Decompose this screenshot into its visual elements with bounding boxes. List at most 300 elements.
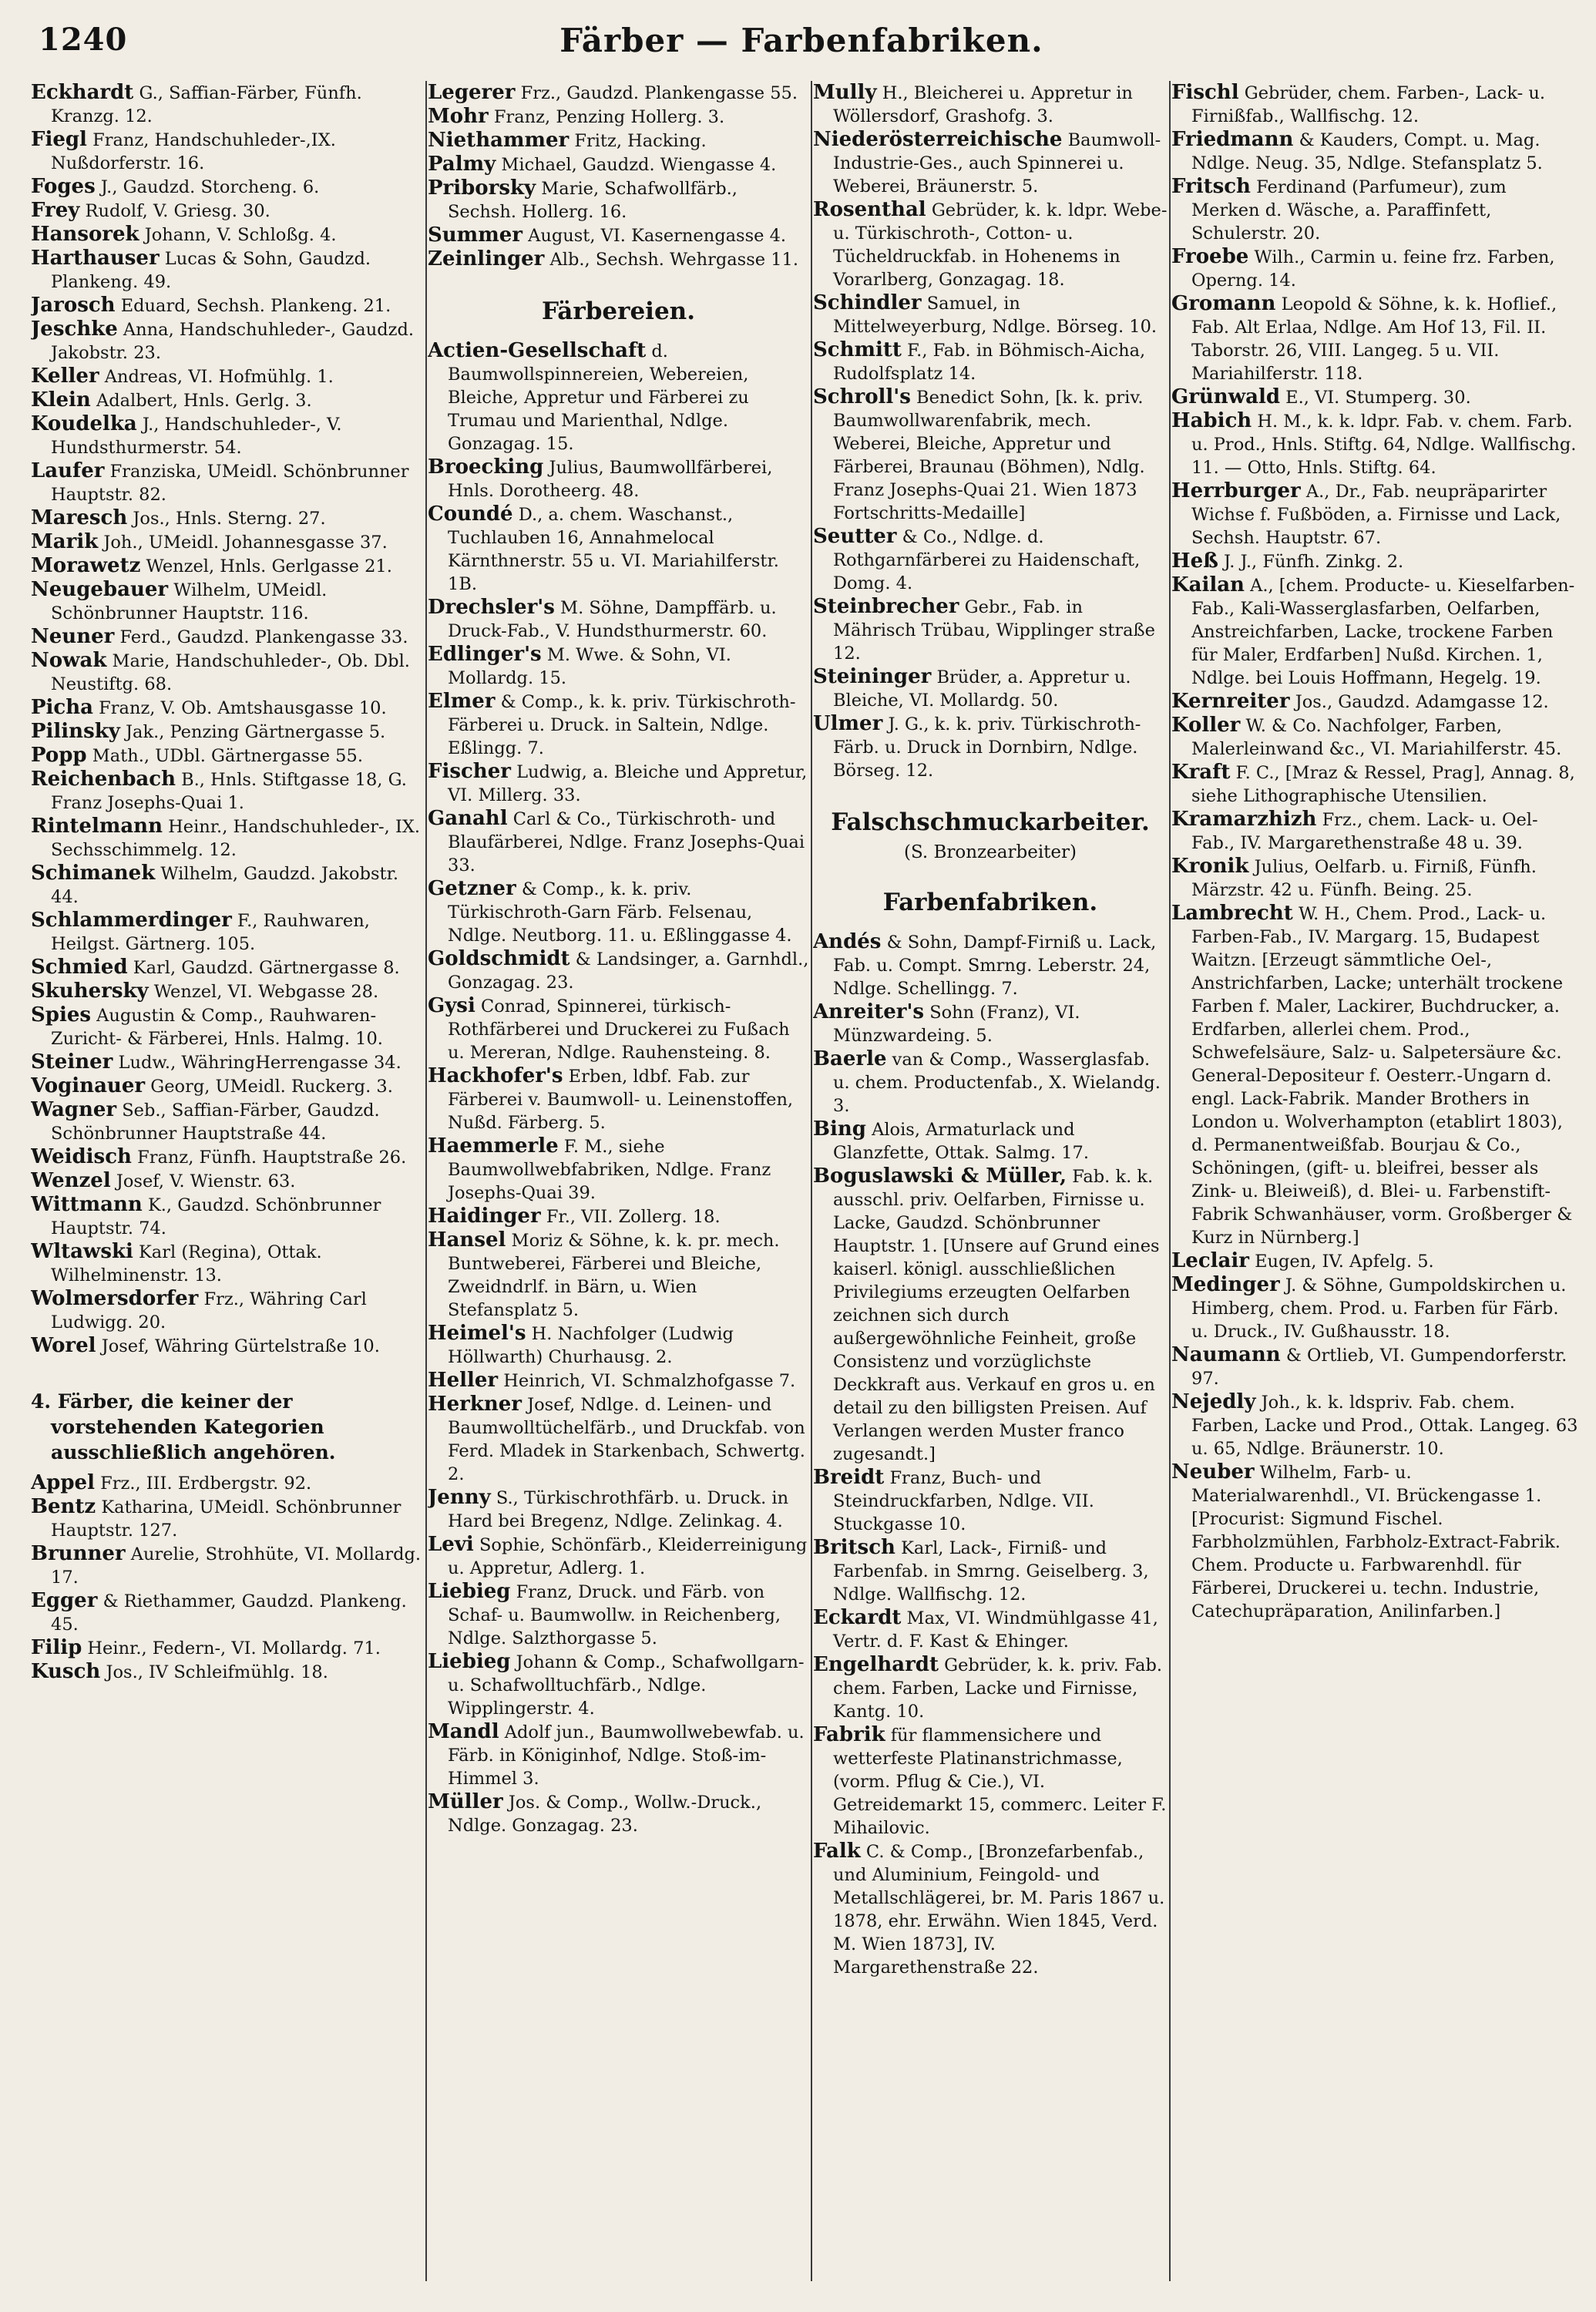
- entry-details: Franz, Penzing Hollerg. 3.: [488, 107, 725, 127]
- directory-entry: [813, 291, 1168, 338]
- directory-entry: [428, 1322, 809, 1369]
- directory-entry: [428, 994, 809, 1064]
- entry-details: Wilh., Carmin u. feine frz. Farben, Operng. 14.: [1191, 247, 1555, 291]
- entry-name: Heß: [1171, 549, 1218, 573]
- entry-details: Erben, ldbf. Fab. zur Färberei v. Baumwoll- u. Leinenstoffen, Nußd. Färberg. 5.: [448, 1067, 794, 1133]
- directory-entry: [31, 388, 424, 412]
- entry-details: H. Nachfolger (Ludwig Höllwarth) Churhausg. 2.: [448, 1324, 734, 1367]
- entry-name: Ulmer: [813, 712, 883, 735]
- entry-details: Samuel, in Mittelweyerburg, Ndlge. Börseg. 10.: [833, 294, 1158, 337]
- directory-entry: [428, 247, 809, 271]
- directory-entry: [813, 385, 1168, 525]
- entry-name: Nowak: [31, 649, 107, 672]
- entry-name: Heller: [428, 1369, 499, 1392]
- directory-entry: [31, 365, 424, 388]
- directory-entry: [31, 1589, 424, 1636]
- entry-details: Seb., Saffian-Färber, Gaudzd. Schönbrunner Hauptstraße 44.: [51, 1101, 380, 1144]
- entry-details: H., Bleicherei u. Appretur in Wöllersdorf, Grashofg. 3.: [833, 83, 1133, 126]
- page-header: [39, 15, 1564, 69]
- entry-name: Reichenbach: [31, 768, 176, 791]
- entry-name: Koller: [1171, 714, 1241, 737]
- entry-name: Boguslawski & Müller,: [813, 1164, 1067, 1188]
- entry-name: Spies: [31, 1003, 92, 1027]
- entry-name: Kronik: [1171, 855, 1249, 878]
- entry-details: & Ortlieb, VI. Gumpendorferstr. 97.: [1191, 1346, 1567, 1389]
- entry-details: Heinr., Federn-, VI. Mollardg. 71.: [82, 1638, 381, 1658]
- entry-details: Jos. & Comp., Wollw.-Druck., Ndlge. Gonzagag. 23.: [448, 1793, 762, 1836]
- entry-name: Fabrik: [813, 1723, 885, 1746]
- column-1: [31, 81, 424, 2297]
- entry-details: Gebrüder, chem. Farben-, Lack- u. Firnißfab., Wallfischg. 12.: [1191, 83, 1546, 126]
- entry-details: Anna, Handschuhleder-, Gaudzd. Jakobstr. 23.: [51, 320, 415, 363]
- entry-name: Rintelmann: [31, 815, 163, 838]
- directory-entry: [813, 338, 1168, 385]
- entry-name: Haidinger: [428, 1205, 541, 1228]
- directory-entry: [1171, 409, 1580, 479]
- directory-entry: [1171, 292, 1580, 385]
- directory-entry: [428, 643, 809, 690]
- entry-details: Ludw., WähringHerrengasse 34.: [113, 1053, 402, 1073]
- entry-name: Edlinger's: [428, 643, 542, 666]
- entry-name: Schimanek: [31, 862, 156, 885]
- column-divider: [1169, 81, 1171, 2281]
- entry-name: Popp: [31, 744, 87, 767]
- directory-entry: [813, 81, 1168, 128]
- directory-entry: [31, 980, 424, 1003]
- entry-details: Jos., IV Schleifmühlg. 18.: [100, 1662, 328, 1682]
- page-title: Färber — Farbenfabriken.: [559, 22, 1043, 59]
- directory-entry: [31, 1334, 424, 1358]
- entry-details: Ludwig, a. Bleiche und Appretur, VI. Millerg. 33.: [448, 762, 808, 805]
- entry-name: Naumann: [1171, 1343, 1281, 1366]
- entry-name: Fritsch: [1171, 175, 1251, 198]
- entry-name: Breidt: [813, 1466, 885, 1489]
- directory-entry: [1171, 855, 1580, 902]
- entry-details: J. & Söhne, Gumpoldskirchen u. Himberg, chem. Prod. u. Farben für Färb. u. Druck., IV. Gußhausstr. 18.: [1191, 1275, 1567, 1342]
- entry-name: Summer: [428, 223, 522, 247]
- entry-name: Klein: [31, 388, 91, 412]
- directory-entry: [31, 1542, 424, 1589]
- entry-name: Hansorek: [31, 223, 139, 246]
- directory-entry: [428, 153, 809, 176]
- entry-details: Josef, V. Wienstr. 63.: [110, 1171, 296, 1191]
- entry-name: Legerer: [428, 81, 516, 104]
- directory-entry: [31, 909, 424, 956]
- entry-name: Steininger: [813, 665, 932, 688]
- entry-details: Jos., Hnls. Sterng. 27.: [127, 509, 326, 529]
- directory-entry: [31, 175, 424, 199]
- entry-name: Jenny: [428, 1486, 491, 1509]
- entry-details: van & Comp., Wasserglasfab. u. chem. Productenfab., X. Wielandg. 3.: [833, 1050, 1161, 1116]
- entry-name: Kusch: [31, 1660, 101, 1683]
- entry-details: Aurelie, Strohhüte, VI. Mollardg. 17.: [51, 1544, 422, 1588]
- entry-details: Wenzel, Hnls. Gerlgasse 21.: [140, 556, 392, 576]
- directory-entry: [31, 1145, 424, 1169]
- entry-details: Frz., Währing Carl Ludwigg. 20.: [51, 1289, 367, 1332]
- column-2: [428, 81, 809, 2297]
- entry-name: Kramarzhizh: [1171, 808, 1317, 831]
- entry-details: Franz, V. Ob. Amtshausgasse 10.: [93, 698, 387, 718]
- directory-entry: [31, 412, 424, 459]
- directory-entry: [813, 1117, 1168, 1164]
- entry-name: Schroll's: [813, 385, 911, 408]
- entry-name: Falk: [813, 1840, 861, 1863]
- entry-name: Herrburger: [1171, 479, 1301, 502]
- entry-details: Franz, Handschuhleder-,IX. Nußdorferstr. 16.: [51, 130, 336, 173]
- directory-entry: [1171, 385, 1580, 409]
- directory-entry: [1171, 902, 1580, 1249]
- entry-name: Steiner: [31, 1050, 113, 1074]
- directory-entry: [31, 1169, 424, 1193]
- entry-name: Zeinlinger: [428, 247, 545, 271]
- directory-entry: [31, 1660, 424, 1684]
- entry-name: Liebieg: [428, 1650, 511, 1673]
- entry-name: Steinbrecher: [813, 595, 959, 618]
- entry-details: S., Türkischrothfärb. u. Druck. in Hard bei Bregenz, Ndlge. Zelinkag. 4.: [448, 1488, 789, 1531]
- directory-entry: [428, 807, 809, 877]
- directory-entry: [31, 318, 424, 365]
- directory-entry: [813, 930, 1168, 1000]
- entry-name: Niederösterreichische: [813, 128, 1063, 151]
- entry-details: & Riethammer, Gaudzd. Plankeng. 45.: [51, 1591, 407, 1635]
- entry-details: F., Fab. in Böhmisch-Aicha, Rudolfsplatz 14.: [833, 341, 1146, 384]
- directory-entry: [31, 956, 424, 980]
- directory-entry: [813, 198, 1168, 291]
- entry-name: Fischer: [428, 760, 511, 783]
- entry-name: Appel: [31, 1471, 95, 1494]
- entry-details: H. M., k. k. ldpr. Fab. v. chem. Farb. u. Prod., Hnls. Stiftg. 64, Ndlge. Wallfischg. 11. — Otto, Hnls. Stiftg. 64.: [1191, 412, 1577, 478]
- directory-entry: [813, 1536, 1168, 1606]
- entry-details: G., Saffian-Färber, Fünfh. Kranzg. 12.: [51, 83, 362, 126]
- directory-entry: [813, 1723, 1168, 1840]
- entry-name: Schmied: [31, 956, 128, 979]
- entry-name: Getzner: [428, 877, 516, 900]
- entry-name: Weidisch: [31, 1145, 132, 1168]
- entry-details: A., [chem. Producte- u. Kieselfarben-Fab., Kali-Wasserglasfarben, Oelfarben, Anstreichfarben, Lacke, trockene Farben für Maler, Erdfarben] Nußd. Kirchen. 1, Ndlge. bei Louis Hoffmann, Hegelg. 19.: [1191, 576, 1575, 688]
- directory-entry: [31, 506, 424, 530]
- directory-entry: [31, 862, 424, 909]
- directory-entry: [31, 1193, 424, 1240]
- entry-name: Mohr: [428, 105, 489, 128]
- entry-name: Haemmerle: [428, 1134, 559, 1158]
- entry-name: Wltawski: [31, 1240, 133, 1263]
- entry-details: Franz, Druck. und Färb. von Schaf- u. Baumwollw. in Reichenberg, Ndlge. Salzthorgasse 5.: [448, 1582, 781, 1648]
- directory-entry: [1171, 245, 1580, 292]
- entry-name: Britsch: [813, 1536, 895, 1559]
- entry-name: Foges: [31, 175, 96, 198]
- entry-name: Egger: [31, 1589, 98, 1612]
- entry-name: Wittmann: [31, 1193, 143, 1216]
- entry-name: Broecking: [428, 455, 544, 479]
- entry-details: Ferdinand (Parfumeur), zum Merken d. Wäsche, a. Paraffinfett, Schulerstr. 20.: [1191, 177, 1507, 244]
- entry-name: Koudelka: [31, 412, 137, 435]
- entry-details: & Comp., k. k. priv. Türkischroth-Färberei u. Druck. in Saltein, Ndlge. Eßlingg. 7.: [448, 692, 796, 758]
- section-heading: Färbereien.: [541, 297, 696, 325]
- entry-details: Leopold & Söhne, k. k. Hoflief., Fab. Alt Erlaa, Ndlge. Am Hof 13, Fil. II. Taborstr. 26, VIII. Langeg. 5 u. VII. Mariahilferstr. 118.: [1191, 294, 1557, 384]
- directory-entry: [428, 1064, 809, 1134]
- entry-name: Hackhofer's: [428, 1064, 563, 1087]
- entry-details: Joh., UMeidl. Johannesgasse 37.: [98, 533, 388, 553]
- directory-entry: [1171, 1273, 1580, 1343]
- section-heading: Farbenfabriken.: [882, 889, 1098, 916]
- entry-details: Adalbert, Hnls. Gerlg. 3.: [90, 391, 312, 411]
- entry-details: Jos., Gaudzd. Adamgasse 12.: [1289, 692, 1549, 712]
- entry-details: Josef, Währing Gürtelstraße 10.: [96, 1336, 380, 1356]
- entry-name: Wolmersdorfer: [31, 1287, 199, 1310]
- entry-name: Brunner: [31, 1542, 126, 1565]
- entry-details: Sophie, Schönfärb., Kleiderreinigung u. Appretur, Adlerg. 1.: [448, 1535, 808, 1578]
- directory-entry: [1171, 1343, 1580, 1390]
- entry-details: K., Gaudzd. Schönbrunner Hauptstr. 74.: [51, 1195, 381, 1238]
- entry-details: J., Handschuhleder-, V. Hundsthurmerstr. 54.: [51, 415, 342, 458]
- directory-entry: [1171, 690, 1580, 714]
- entry-name: Priborsky: [428, 176, 536, 200]
- entry-details: Joh., k. k. ldspriv. Fab. chem. Farben, Lacke und Prod., Ottak. Langeg. 63 u. 65, Ndlge. Bräunerstr. 10.: [1191, 1393, 1578, 1459]
- directory-entry: [1171, 128, 1580, 175]
- column-divider: [811, 81, 812, 2281]
- directory-entry: [428, 877, 809, 947]
- entry-details: Julius, Baumwollfärberei, Hnls. Dorotheerg. 48.: [448, 458, 773, 501]
- directory-entry: [1171, 714, 1580, 761]
- entry-name: Lambrecht: [1171, 902, 1293, 925]
- entry-details: J., Gaudzd. Storcheng. 6.: [95, 177, 320, 197]
- entry-details: Baumwoll-Industrie-Ges., auch Spinnerei u. Weberei, Bräunerstr. 5.: [833, 130, 1161, 197]
- entry-details: für flammensichere und wetterfeste Platinanstrichmasse, (vorm. Pflug & Cie.), VI. Getreidemarkt 15, commerc. Leiter F. Mihailovic.: [833, 1726, 1167, 1838]
- directory-entry: [31, 1074, 424, 1098]
- entry-name: Schindler: [813, 291, 922, 314]
- directory-entry: [31, 247, 424, 294]
- entry-details: Carl & Co., Türkischroth- und Blaufärberei, Ndlge. Franz Josephs-Quai 33.: [448, 809, 805, 875]
- directory-entry: [31, 649, 424, 696]
- directory-entry: [31, 720, 424, 744]
- entry-details: A., Dr., Fab. neupräparirter Wichse f. Fußböden, a. Firnisse und Lack, Sechsh. Hauptstr. 67.: [1191, 482, 1561, 548]
- entry-details: Josef, Ndlge. d. Leinen- und Baumwolltüchelfärb., und Druckfab. von Ferd. Mladek in Starkenbach, Schwertg. 2.: [448, 1395, 805, 1484]
- entry-name: Drechsler's: [428, 596, 555, 619]
- directory-entry: [1171, 761, 1580, 808]
- entry-name: Palmy: [428, 153, 496, 176]
- entry-details: Math., UDbl. Gärtnergasse 55.: [86, 746, 363, 766]
- page-number: 1240: [39, 22, 128, 58]
- directory-entry: [31, 744, 424, 768]
- entry-details: Georg, UMeidl. Ruckerg. 3.: [145, 1077, 393, 1097]
- directory-entry: [31, 530, 424, 554]
- column-4: [1171, 81, 1580, 2297]
- directory-entry: [1171, 1460, 1580, 1623]
- directory-entry: [813, 595, 1168, 665]
- directory-entry: [428, 1790, 809, 1837]
- entry-details: J. G., k. k. priv. Türkischroth-Färb. u. Druck in Dornbirn, Ndlge. Börseg. 12.: [833, 714, 1141, 781]
- entry-details: Alb., Sechsh. Wehrgasse 11.: [544, 250, 799, 270]
- directory-entry: [428, 223, 809, 247]
- section-reference: (S. Bronzearbeiter): [903, 842, 1077, 862]
- entry-name: Goldschmidt: [428, 947, 570, 970]
- entry-details: Karl (Regina), Ottak. Wilhelminenstr. 13.: [51, 1242, 322, 1285]
- entry-name: Gromann: [1171, 292, 1276, 315]
- directory-entry: [31, 1098, 424, 1145]
- entry-details: Eugen, IV. Apfelg. 5.: [1248, 1252, 1434, 1272]
- entry-details: Wilhelm, Gaudzd. Jakobstr. 44.: [51, 864, 399, 907]
- entry-details: F. C., [Mraz & Ressel, Prag], Annag. 8, siehe Lithographische Utensilien.: [1191, 763, 1575, 806]
- entry-details: Wilhelm, UMeidl. Schönbrunner Hauptstr. 116.: [51, 580, 328, 623]
- directory-entry: [1171, 808, 1580, 855]
- directory-entry: [813, 1606, 1168, 1653]
- directory-entry: [813, 712, 1168, 782]
- directory-entry: [31, 1471, 424, 1495]
- directory-entry: [31, 294, 424, 318]
- entry-name: Mully: [813, 81, 877, 104]
- entry-details: Franz, Buch- und Steindruckfarben, Ndlge. VII. Stuckgasse 10.: [833, 1468, 1094, 1534]
- directory-entry: [1171, 549, 1580, 573]
- entry-details: Fab. k. k. ausschl. priv. Oelfarben, Firnisse u. Lacke, Gaudzd. Schönbrunner Hauptstr. 1. [Unsere auf Grund eines kaiserl. königl. ausschließlichen Privilegiums erzeugten Oelfarben zeichnen sich durch außergewöhnliche Feinheit, große Consistenz und vorzüglichste Deckkraft aus. Verkauf en gros u. en detail zu den billigsten Preisen. Auf Verlangen werden Muster franco zugesandt.]: [833, 1167, 1160, 1464]
- entry-details: Michael, Gaudzd. Wiengasse 4.: [496, 155, 777, 175]
- entry-details: Frz., III. Erdbergstr. 92.: [94, 1474, 312, 1494]
- directory-entry: [428, 339, 809, 455]
- entry-name: Laufer: [31, 459, 105, 482]
- entry-details: Benedict Sohn, [k. k. priv. Baumwollwarenfabrik, mech. Weberei, Bleiche, Appretur und Färberei, Braunau (Böhmen), Ndlg. Franz Josephs-Quai 21. Wien 1873 Fortschritts-Medaille]: [833, 388, 1145, 523]
- entry-details: Heinrich, VI. Schmalzhofgasse 7.: [498, 1371, 796, 1391]
- column-divider: [425, 81, 427, 2281]
- entry-name: Voginauer: [31, 1074, 146, 1097]
- entry-name: Leclair: [1171, 1249, 1249, 1272]
- directory-entry: [813, 665, 1168, 712]
- directory-entry: [813, 1047, 1168, 1117]
- directory-entry: [428, 455, 809, 502]
- entry-name: Herkner: [428, 1393, 522, 1416]
- entry-details: Marie, Handschuhleder-, Ob. Dbl. Neustiftg. 68.: [51, 651, 410, 694]
- entry-name: Mandl: [428, 1720, 499, 1743]
- entry-details: Eduard, Sechsh. Plankeng. 21.: [115, 296, 391, 316]
- entry-name: Morawetz: [31, 554, 141, 577]
- directory-entry: [1171, 175, 1580, 245]
- entry-details: & Co., Ndlge. d. Rothgarnfärberei zu Haidenschaft, Domg. 4.: [833, 527, 1141, 593]
- entry-name: Filip: [31, 1636, 82, 1659]
- entry-name: Eckhardt: [31, 81, 134, 104]
- entry-name: Nejedly: [1171, 1390, 1256, 1413]
- directory-entry: [1171, 1249, 1580, 1273]
- entry-details: Julius, Oelfarb. u. Firniß, Fünfh. Märzstr. 42 u. Fünfh. Being. 25.: [1191, 857, 1537, 900]
- directory-entry: [428, 105, 809, 129]
- entry-name: Kraft: [1171, 761, 1231, 784]
- directory-entry: [428, 176, 809, 223]
- entry-details: Karl, Gaudzd. Gärtnergasse 8.: [127, 958, 400, 978]
- directory-entry: [428, 129, 809, 153]
- directory-entry: [428, 1533, 809, 1580]
- entry-name: Rosenthal: [813, 198, 926, 221]
- entry-details: Wilhelm, Farb- u. Materialwarenhdl., VI. Brückengasse 1. [Procurist: Sigmund Fischel. Farbholzmühlen, Farbholz-Extract-Fabrik. Chem. Producte u. Farbwarenhdl. für Färberei, Druckerei u. techn. Industrie, Catechupräparation, Anilinfarben.]: [1191, 1463, 1561, 1621]
- entry-details: Gebrüder, k. k. priv. Fab. chem. Farben, Lacke und Firnisse, Kantg. 10.: [833, 1655, 1162, 1722]
- entry-name: Neuner: [31, 625, 115, 648]
- entry-details: F., Rauhwaren, Heilgst. Gärtnerg. 105.: [51, 911, 370, 954]
- entry-details: Wenzel, VI. Webgasse 28.: [148, 982, 379, 1002]
- entry-details: Heinr., Handschuhleder-, IX. Sechsschimmelg. 12.: [51, 817, 421, 860]
- entry-details: Lucas & Sohn, Gaudzd. Plankeng. 49.: [51, 249, 371, 292]
- entry-details: Frz., Gaudzd. Plankengasse 55.: [515, 83, 798, 103]
- entry-name: Keller: [31, 365, 99, 388]
- entry-name: Frey: [31, 199, 80, 222]
- entry-details: Andreas, VI. Hofmühlg. 1.: [99, 367, 334, 387]
- section-heading: Falschschmuckarbeiter.: [831, 808, 1150, 836]
- entry-name: Liebieg: [428, 1580, 511, 1603]
- directory-entry: [31, 554, 424, 578]
- directory-entry: [31, 625, 424, 649]
- entry-details: Brüder, a. Appretur u. Bleiche, VI. Mollardg. 50.: [833, 667, 1131, 711]
- entry-details: M. Wwe. & Sohn, VI. Mollardg. 15.: [448, 645, 731, 688]
- entry-details: & Landsinger, a. Garnhdl., Gonzagag. 23.: [448, 949, 809, 993]
- entry-name: Gysi: [428, 994, 475, 1017]
- entry-name: Habich: [1171, 409, 1252, 432]
- entry-name: Schmitt: [813, 338, 902, 361]
- directory-entry: [31, 768, 424, 815]
- directory-entry: [428, 760, 809, 807]
- directory-entry: [428, 690, 809, 760]
- entry-details: Alois, Armaturlack und Glanzfette, Ottak. Salmg. 17.: [833, 1120, 1090, 1163]
- directory-entry: [813, 1840, 1168, 1979]
- directory-entry: [813, 1000, 1168, 1047]
- directory-entry: [1171, 479, 1580, 549]
- entry-name: Müller: [428, 1790, 503, 1813]
- directory-entry: [31, 1287, 424, 1334]
- entry-name: Neugebauer: [31, 578, 169, 601]
- directory-entry: [813, 525, 1168, 595]
- entry-name: Jarosch: [31, 294, 116, 317]
- directory-entry: [813, 128, 1168, 198]
- entry-details: Moriz & Söhne, k. k. pr. mech. Buntweberei, Färberei und Bleiche, Zweidndrlf. in Bärn, u. Wien Stefansplatz 5.: [448, 1231, 780, 1320]
- directory-entry: [31, 1050, 424, 1074]
- entry-details: August, VI. Kasernengasse 4.: [522, 226, 787, 246]
- entry-details: Fritz, Hacking.: [569, 131, 707, 151]
- entry-name: Ganahl: [428, 807, 508, 830]
- entry-name: Marik: [31, 530, 99, 553]
- entry-name: Neuber: [1171, 1460, 1255, 1484]
- entry-details: Johann & Comp., Schafwollgarn- u. Schafwolltuchfärb., Ndlge. Wipplingerstr. 4.: [448, 1652, 805, 1719]
- entry-name: Harthauser: [31, 247, 160, 270]
- entry-name: Maresch: [31, 506, 128, 529]
- directory-entry: [428, 1134, 809, 1205]
- entry-name: Jeschke: [31, 318, 118, 341]
- entry-name: Wagner: [31, 1098, 117, 1121]
- entry-details: Frz., chem. Lack- u. Oel-Fab., IV. Margarethenstraße 48 u. 39.: [1191, 810, 1538, 853]
- entry-name: Bing: [813, 1117, 866, 1141]
- entry-details: Johann, V. Schloßg. 4.: [139, 225, 337, 245]
- entry-name: Froebe: [1171, 245, 1249, 268]
- directory-entry: [428, 81, 809, 105]
- entry-details: Max, VI. Windmühlgasse 41, Vertr. d. F. Kast & Ehinger.: [833, 1608, 1158, 1652]
- directory-entry: [31, 81, 424, 128]
- directory-entry: [428, 1580, 809, 1650]
- entry-details: Gebr., Fab. in Mährisch Trübau, Wipplinger straße 12.: [833, 597, 1155, 664]
- entry-details: Gebrüder, k. k. ldpr. Webe- u. Türkischroth-, Cotton- u. Tücheldruckfab. in Hohenems in Vorarlberg, Gonzagag. 18.: [833, 200, 1168, 290]
- entry-details: Rudolf, V. Griesg. 30.: [79, 201, 270, 221]
- entry-name: Skuhersky: [31, 980, 149, 1003]
- entry-name: Friedmann: [1171, 128, 1294, 151]
- directory-entry: [428, 596, 809, 643]
- directory-entry: [428, 1486, 809, 1533]
- entry-name: Niethammer: [428, 129, 570, 152]
- directory-entry: [813, 1653, 1168, 1723]
- entry-details: & Comp., k. k. priv. Türkischroth-Garn Färb. Felsenau, Ndlge. Neutborg. 11. u. Eßlinggasse 4.: [448, 879, 792, 946]
- entry-name: Elmer: [428, 690, 496, 713]
- entry-details: Adolf jun., Baumwollwebewfab. u. Färb. in Königinhof, Ndlge. Stoß-im-Himmel 3.: [448, 1722, 805, 1789]
- entry-details: & Kauders, Compt. u. Mag. Ndlge. Neug. 35, Ndlge. Stefansplatz 5.: [1191, 130, 1543, 173]
- directory-entry: [31, 1636, 424, 1660]
- entry-name: Pilinsky: [31, 720, 120, 743]
- entry-details: Katharina, UMeidl. Schönbrunner Hauptstr. 127.: [51, 1497, 402, 1541]
- entry-details: Franz, Fünfh. Hauptstraße 26.: [131, 1148, 407, 1168]
- entry-details: W. & Co. Nachfolger, Farben, Malerleinwand &c., VI. Mariahilferstr. 45.: [1191, 716, 1562, 759]
- directory-entry: [31, 128, 424, 175]
- entry-details: Conrad, Spinnerei, türkisch-Rothfärberei und Druckerei zu Fußach u. Mereran, Ndlge. Rauhensteing. 8.: [448, 996, 790, 1063]
- entry-details: E., VI. Stumperg. 30.: [1280, 388, 1471, 408]
